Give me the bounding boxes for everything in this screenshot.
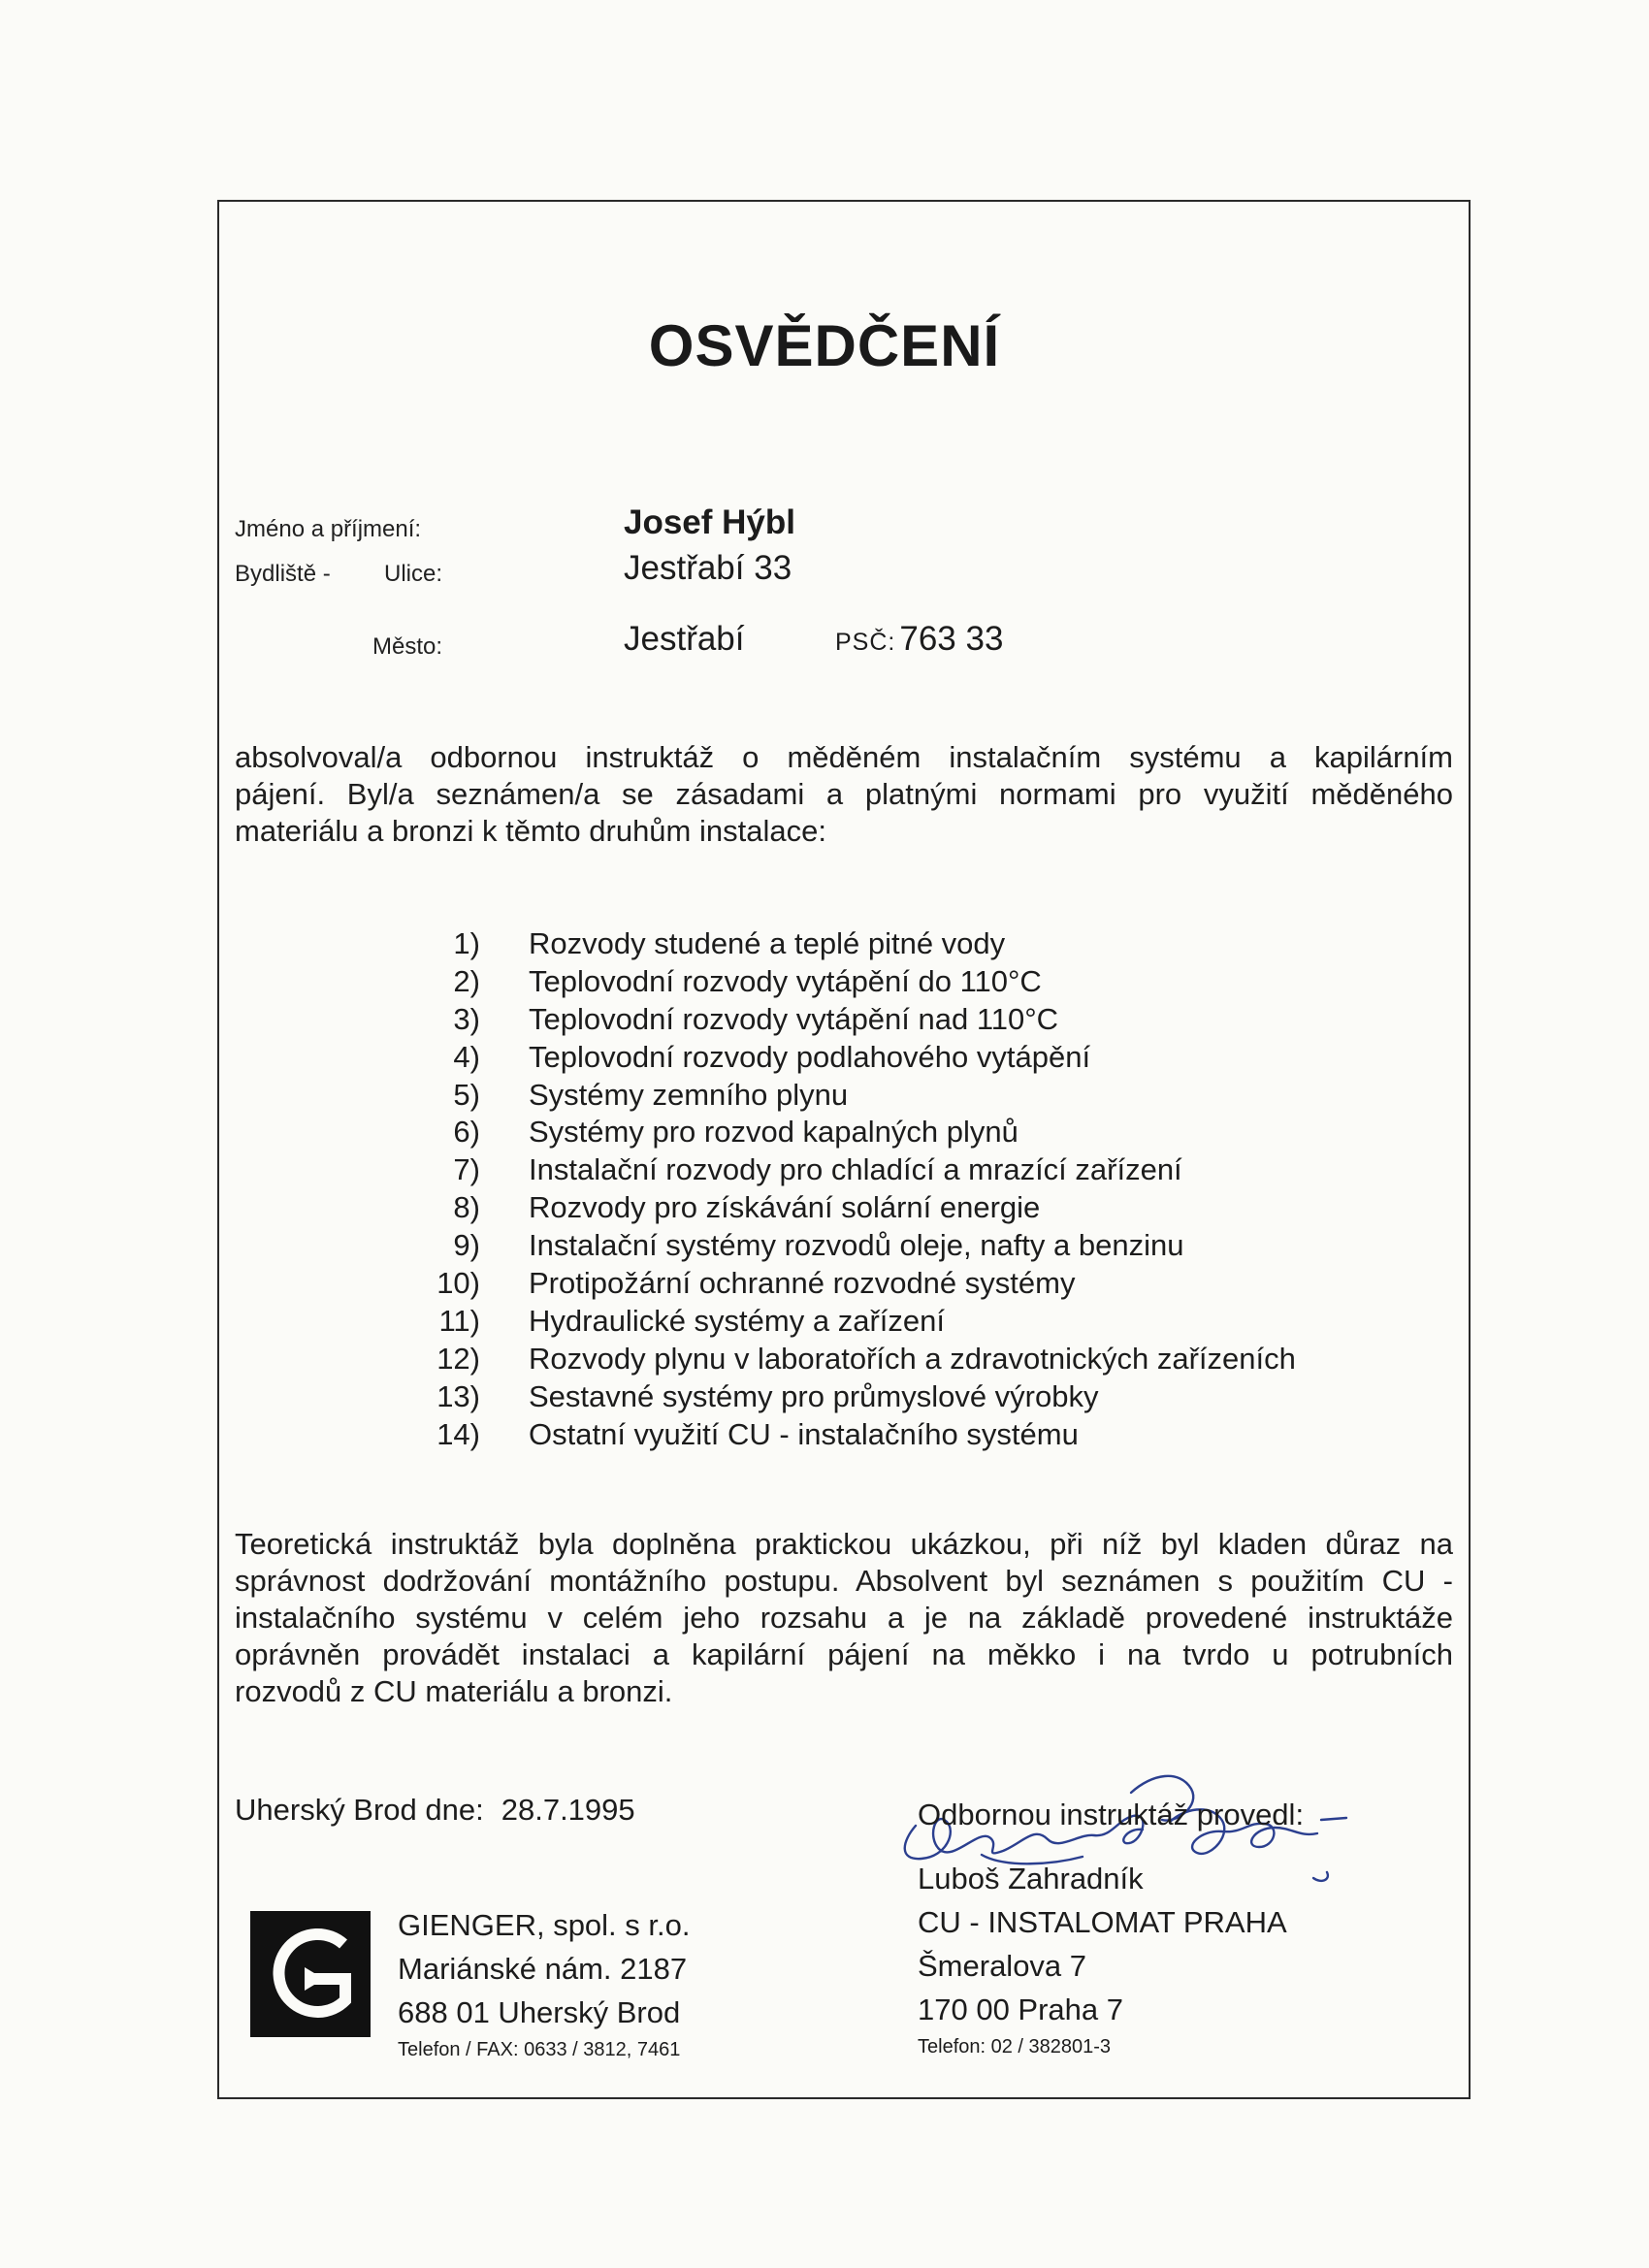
list-item bbox=[388, 1189, 1041, 1227]
issuer-phone: Telefon / FAX: 0633 / 3812, 7461 bbox=[398, 2039, 681, 2060]
list-item-text: Instalační systémy rozvodů oleje, nafty a benzinu bbox=[529, 1228, 1184, 1263]
list-item bbox=[388, 1227, 1184, 1265]
person-city: Jestřabí bbox=[624, 620, 745, 658]
postcode-value: 763 33 bbox=[899, 620, 1004, 658]
list-item bbox=[388, 1265, 1076, 1303]
list-item-text: Instalační rozvody pro chladící a mrazící zařízení bbox=[529, 1152, 1182, 1187]
instructor-city: 170 00 Praha 7 bbox=[918, 1993, 1124, 2026]
list-item-number: 5) bbox=[453, 1077, 480, 1112]
list-item bbox=[388, 925, 1006, 963]
intro-line: pájení. Byl/a seznámen/a se zásadami a platnými normami pro využití měděného bbox=[235, 777, 1453, 811]
list-item bbox=[388, 1001, 1059, 1039]
instructor-phone: Telefon: 02 / 382801-3 bbox=[918, 2036, 1112, 2057]
instructor-street: Šmeralova 7 bbox=[918, 1949, 1087, 1983]
instructor-name: Luboš Zahradník bbox=[918, 1862, 1144, 1895]
list-item bbox=[388, 1077, 849, 1115]
list-item bbox=[388, 1039, 1091, 1077]
list-item-number: 7) bbox=[453, 1152, 480, 1187]
installation-list bbox=[388, 925, 1296, 1453]
issue-date: 28.7.1995 bbox=[501, 1793, 635, 1827]
list-item-text: Teplovodní rozvody vytápění nad 110°C bbox=[529, 1001, 1059, 1036]
closing-line: oprávněn provádět instalaci a kapilární pájení na měkko i na tvrdo u potrubních bbox=[235, 1637, 1453, 1671]
place-label: Uherský Brod dne: bbox=[235, 1793, 484, 1827]
street-label: Ulice: bbox=[384, 561, 443, 587]
issuer-city: 688 01 Uherský Brod bbox=[398, 1995, 681, 2029]
gienger-logo bbox=[250, 1911, 371, 2037]
list-item-number: 13) bbox=[436, 1378, 480, 1413]
list-item-text: Rozvody pro získávání solární energie bbox=[529, 1190, 1041, 1225]
issuer-company: GIENGER, spol. s r.o. bbox=[398, 1908, 691, 1942]
list-item bbox=[388, 1341, 1296, 1378]
closing-line: správnost dodržování montážního postupu. Absolvent byl seznámen s použitím CU - bbox=[235, 1564, 1453, 1598]
list-item-number: 11) bbox=[438, 1303, 480, 1338]
list-item-text: Systémy zemního plynu bbox=[529, 1077, 849, 1112]
list-item bbox=[388, 1114, 1018, 1151]
closing-line: Teoretická instruktáž byla doplněna praktickou ukázkou, při níž byl kladen důraz na bbox=[235, 1527, 1453, 1561]
list-item-text: Teplovodní rozvody podlahového vytápění bbox=[529, 1039, 1091, 1074]
intro-paragraph bbox=[235, 739, 1453, 850]
list-item bbox=[388, 1378, 1099, 1416]
list-item-text: Hydraulické systémy a zařízení bbox=[529, 1303, 945, 1338]
list-item-number: 3) bbox=[453, 1001, 480, 1036]
list-item bbox=[388, 1416, 1079, 1454]
instructor-label: Odbornou instruktáž provedl: bbox=[918, 1798, 1305, 1831]
document-title: OSVĚDČENÍ bbox=[648, 313, 1001, 378]
person-name: Josef Hýbl bbox=[624, 503, 795, 541]
issuer-block bbox=[398, 1903, 690, 2065]
postcode-label: PSČ: bbox=[835, 629, 896, 656]
list-item-number: 10) bbox=[436, 1266, 480, 1301]
list-item bbox=[388, 1151, 1182, 1189]
instructor-block bbox=[918, 1793, 1304, 2062]
list-item-number: 6) bbox=[453, 1115, 480, 1150]
list-item-text: Systémy pro rozvod kapalných plynů bbox=[529, 1115, 1018, 1150]
list-item-text: Sestavné systémy pro průmyslové výrobky bbox=[529, 1378, 1099, 1413]
residence-label: Bydliště - bbox=[235, 561, 331, 587]
place-date bbox=[235, 1793, 635, 1828]
list-item-number: 1) bbox=[453, 926, 480, 960]
intro-line: materiálu a bronzi k těmto druhům instalace: bbox=[235, 814, 826, 848]
list-item-number: 2) bbox=[453, 963, 480, 998]
list-item-text: Protipožární ochranné rozvodné systémy bbox=[529, 1266, 1076, 1301]
closing-line: instalačního systému v celém jeho rozsahu a je na základě provedené instruktáže bbox=[235, 1601, 1453, 1635]
list-item-number: 8) bbox=[453, 1190, 480, 1225]
list-item-number: 9) bbox=[453, 1228, 480, 1263]
list-item-text: Ostatní využití CU - instalačního systému bbox=[529, 1416, 1079, 1451]
closing-paragraph bbox=[235, 1526, 1453, 1710]
closing-line: rozvodů z CU materiálu a bronzi. bbox=[235, 1674, 673, 1708]
list-item-text: Rozvody studené a teplé pitné vody bbox=[529, 926, 1006, 960]
postcode-group bbox=[835, 620, 1003, 659]
list-item bbox=[388, 1303, 945, 1341]
list-item bbox=[388, 963, 1042, 1001]
issuer-street: Mariánské nám. 2187 bbox=[398, 1952, 688, 1986]
person-street: Jestřabí 33 bbox=[624, 549, 792, 587]
list-item-number: 12) bbox=[436, 1341, 480, 1376]
list-item-number: 14) bbox=[436, 1416, 480, 1451]
list-item-text: Rozvody plynu v laboratořích a zdravotnických zařízeních bbox=[529, 1341, 1296, 1376]
instructor-company: CU - INSTALOMAT PRAHA bbox=[918, 1905, 1287, 1939]
name-label: Jméno a příjmení: bbox=[235, 516, 422, 542]
intro-line: absolvoval/a odbornou instruktáž o měděném instalačním systému a kapilárním bbox=[235, 740, 1453, 774]
list-item-text: Teplovodní rozvody vytápění do 110°C bbox=[529, 963, 1042, 998]
list-item-number: 4) bbox=[453, 1039, 480, 1074]
city-label: Město: bbox=[372, 633, 443, 660]
